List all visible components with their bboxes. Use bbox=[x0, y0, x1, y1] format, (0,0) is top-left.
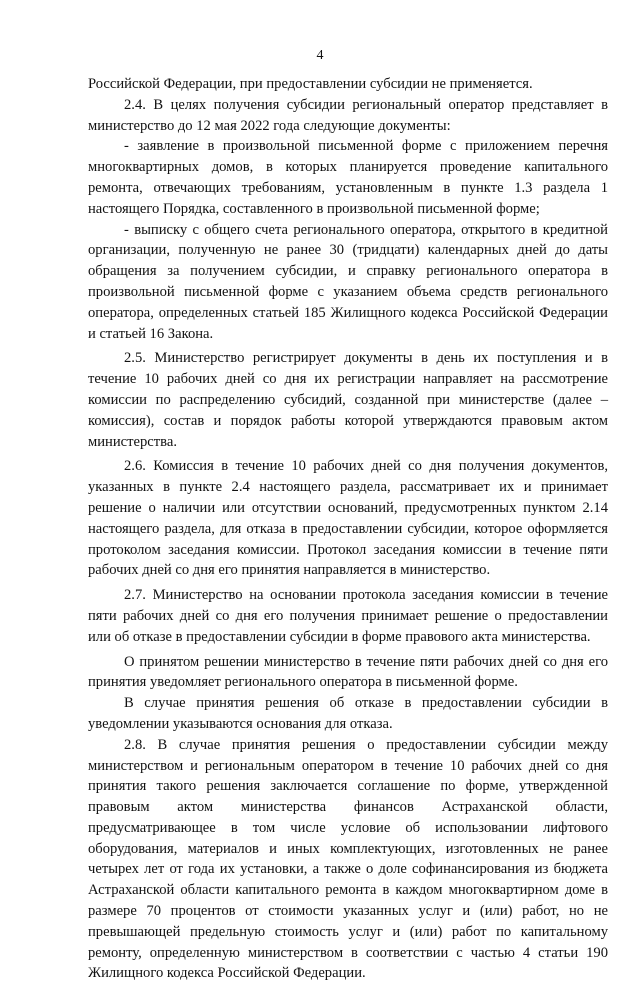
document-body bbox=[88, 74, 608, 984]
paragraph-refusal: В случае принятия решения об отказе в предоставлении субсидии в уведомлении указываются основания для отказа. bbox=[88, 695, 608, 732]
page-number: 4 bbox=[316, 48, 324, 63]
paragraph-2-6: 2.6. Комиссия в течение 10 рабочих дней со дня получения документов, указанных в пункте 2.4 настоящего раздела, рассматривает их и принимает решение о наличии или отсутствии оснований, предусмотренных пунктом 2.14 настоящего раздела, для отказа в предоставлении субсидии, которое оформляется протоколом заседания комиссии. Протокол заседания комиссии в течение пяти рабочих дней со дня его принятия направляется в министерство. bbox=[88, 458, 608, 579]
list-item-application: - заявление в произвольной письменной форме с приложением перечня многоквартирных домов, в которых планируется проведение капитального ремонта, отвечающих требованиям, установленным в пункте 1.3 раздела 1 настоящего Порядка, составленного в произвольной письменной форме; bbox=[88, 138, 608, 217]
paragraph-2-4: 2.4. В целях получения субсидии региональный оператор представляет в министерство до 12 мая 2022 года следующие документы: bbox=[88, 96, 608, 134]
paragraph-2-7: 2.7. Министерство на основании протокола заседания комиссии в течение пяти рабочих дней со дня его получения принимает решение о предоставлении или об отказе в предоставлении субсидии в форме правового акта министерства. bbox=[88, 587, 608, 645]
paragraph-2-8: 2.8. В случае принятия решения о предоставлении субсидии между министерством и региональным оператором в течение 10 рабочих дней со дня принятия такого решения заключается соглашение по форме, утвержденной правовым актом министерства финансов Астраханской области, предусматривающее в том числе условие об использовании лифтового оборудования, материалов и иных комплектующих, изготовленных не ранее четырех лет от года их установки, а также о доле софинансирования из бюджета Астраханской области капитального ремонта в каждом многоквартирном доме в размере 70 процентов от стоимости указанных услуг и (или) работ, но не превышающей предельную стоимость услуг и (или) работ по капитальному ремонту, определенную министерством в соответствии с частью 4 статьи 190 Жилищного кодекса Российской Федерации. bbox=[88, 736, 608, 982]
list-item-account-statement: - выписку с общего счета регионального оператора, открытого в кредитной организации, полученную не ранее 30 (тридцати) календарных дней до даты обращения за получением субсидии, и справку регионального оператора в произвольной письменной форме с указанием объема средств регионального оператора, определенных статьей 185 Жилищного кодекса Российской Федерации и статьей 16 Закона. bbox=[88, 221, 608, 342]
paragraph-notification: О принятом решении министерство в течение пяти рабочих дней со дня его принятия уведомляет регионального оператора в письменной форме. bbox=[88, 653, 608, 691]
paragraph-continuation: Российской Федерации, при предоставлении субсидии не применяется. bbox=[88, 76, 533, 92]
paragraph-2-5: 2.5. Министерство регистрирует документы в день их поступления и в течение 10 рабочих дней со дня их регистрации направляет на рассмотрение комиссии по распределению субсидий, созданной при министерстве (далее – комиссия), состав и порядок работы которой утверждаются правовым актом министерства. bbox=[88, 350, 608, 450]
